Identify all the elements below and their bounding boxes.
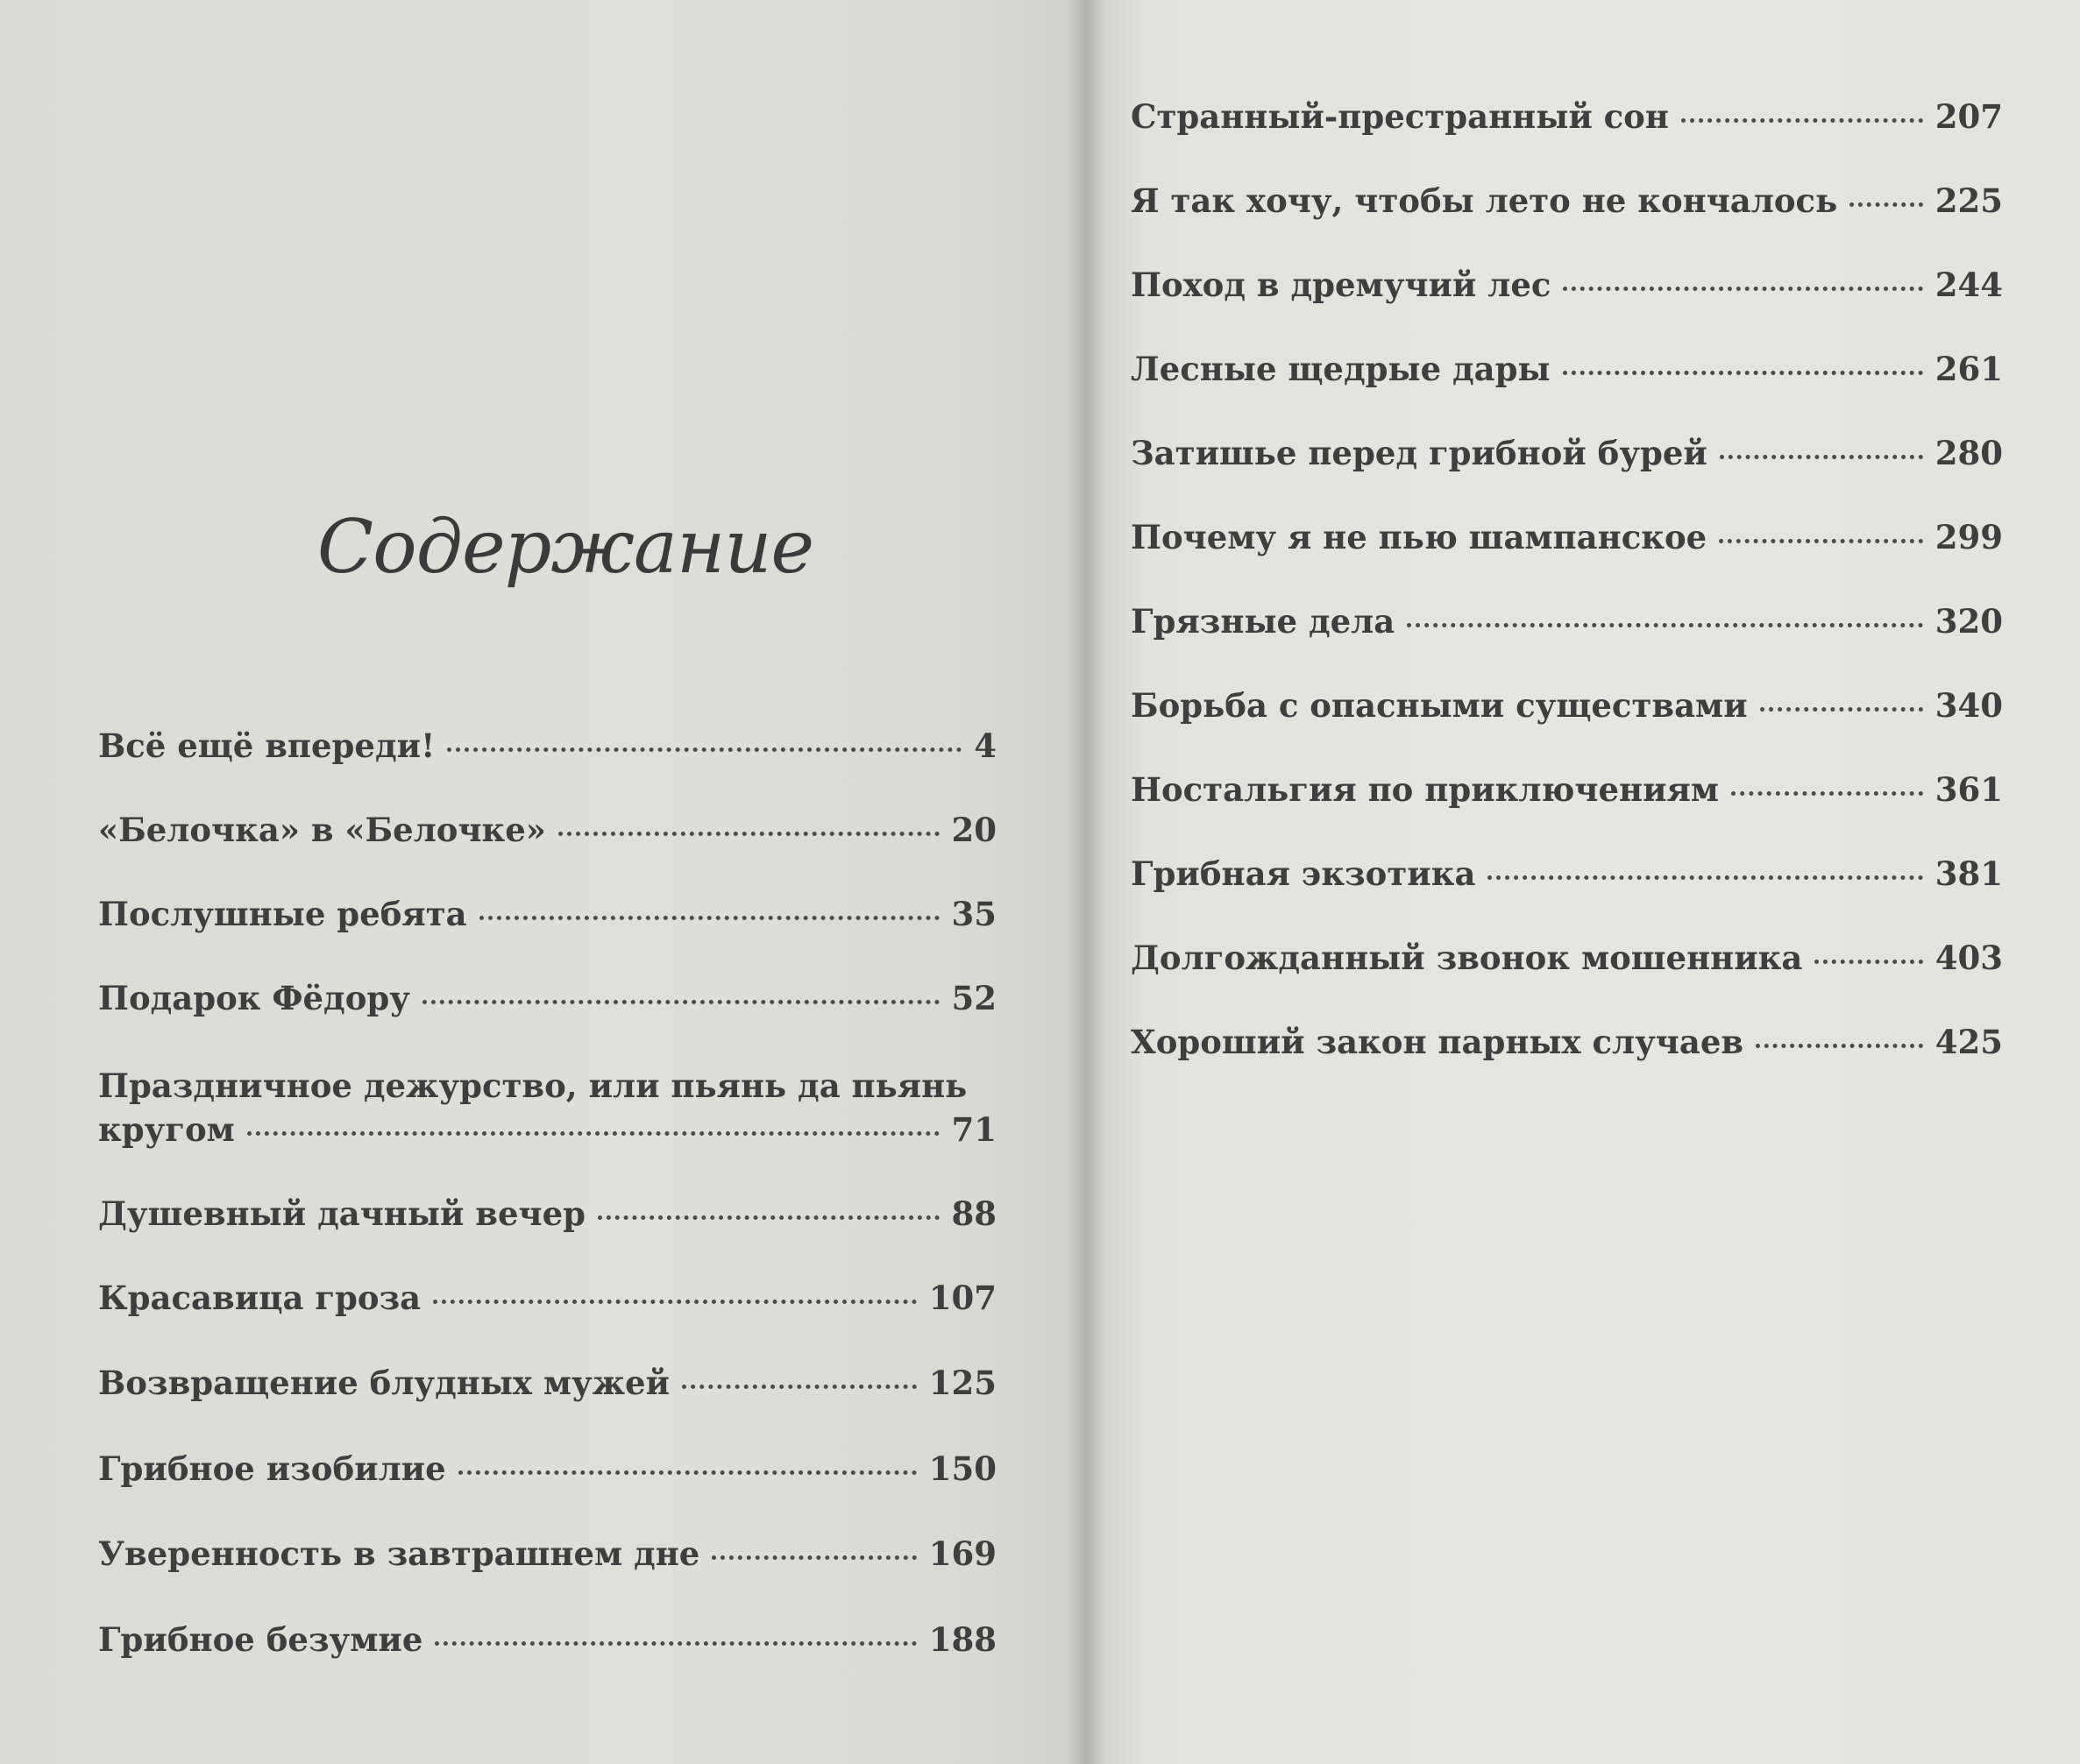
toc-entry xyxy=(98,1276,997,1320)
toc-entry-title-line1: Праздничное дежурство, или пьянь да пьянь xyxy=(98,1066,968,1105)
toc-entry-page: 425 xyxy=(1934,1023,2003,1061)
dot-leader xyxy=(1756,1044,1923,1048)
toc-entry-page: 4 xyxy=(974,726,997,765)
dot-leader xyxy=(479,916,940,920)
toc-entry-title: Странный-престранный сон xyxy=(1131,97,1669,136)
toc-entry xyxy=(1131,347,2003,391)
toc-entry xyxy=(98,808,997,852)
dot-leader xyxy=(458,1470,917,1475)
toc-entry-title: Борьба с опасными существами xyxy=(1131,686,1748,725)
toc-entry-page: 169 xyxy=(928,1534,997,1573)
toc-entry-title: Я так хочу, чтобы лето не кончалось xyxy=(1131,181,1838,220)
toc-entry-page: 125 xyxy=(928,1364,997,1402)
toc-entry-page: 150 xyxy=(928,1449,997,1488)
toc-entry-page: 207 xyxy=(1934,97,2003,136)
toc-entry-page: 52 xyxy=(951,979,997,1017)
toc-entry-title: Послушные ребята xyxy=(98,895,467,933)
dot-leader xyxy=(1563,371,1923,375)
toc-entry-title: Поход в дремучий лес xyxy=(1131,266,1551,304)
toc-entry xyxy=(1131,684,2003,727)
dot-leader xyxy=(1760,707,1923,712)
toc-entry xyxy=(1131,936,2003,980)
toc-entry xyxy=(98,1192,997,1236)
toc-entry-title: Долгожданный звонок мошенника xyxy=(1131,939,1803,977)
dot-leader xyxy=(435,1641,916,1646)
toc-entry-title: Ностальгия по приключениям xyxy=(1131,770,1720,809)
toc-entry-title: Возвращение блудных мужей xyxy=(98,1364,671,1402)
toc-entry-page: 244 xyxy=(1934,266,2003,304)
dot-leader xyxy=(1849,202,1923,207)
dot-leader xyxy=(422,1000,940,1004)
toc-entry-title: Затишье перед грибной бурей xyxy=(1131,434,1707,472)
toc-entry-title: Почему я не пью шампанское xyxy=(1131,518,1707,556)
toc-entry xyxy=(98,1447,997,1491)
toc-entry-title: Лесные щедрые дары xyxy=(1131,350,1551,388)
toc-entry xyxy=(98,1361,997,1405)
dot-leader xyxy=(598,1215,939,1220)
dot-leader xyxy=(447,747,962,752)
toc-entry xyxy=(98,1064,997,1151)
dot-leader xyxy=(1487,875,1922,880)
dot-leader xyxy=(558,832,940,836)
toc-entry-title: Хороший закон парных случаев xyxy=(1131,1023,1744,1061)
toc-entry-title: Грибное безумие xyxy=(98,1620,423,1659)
toc-entry xyxy=(1131,599,2003,643)
toc-entry-page: 320 xyxy=(1934,602,2003,641)
toc-entry xyxy=(1131,515,2003,559)
toc-entry-page: 381 xyxy=(1934,854,2003,893)
dot-leader xyxy=(1563,287,1922,291)
toc-entry xyxy=(98,1532,997,1576)
toc-entry-page: 107 xyxy=(928,1279,997,1317)
dot-leader xyxy=(682,1385,917,1389)
dot-leader xyxy=(1719,539,1923,543)
toc-entry-page: 71 xyxy=(951,1110,997,1149)
toc-entry-page: 403 xyxy=(1934,939,2003,977)
toc-entry-title: Грибная экзотика xyxy=(1131,854,1476,893)
toc-entry-page: 261 xyxy=(1934,350,2003,388)
dot-leader xyxy=(433,1300,917,1304)
toc-entry-title: Уверенность в завтрашнем дне xyxy=(98,1534,700,1573)
toc-entry xyxy=(1131,852,2003,896)
toc-entry xyxy=(1131,263,2003,307)
toc-entry xyxy=(98,976,997,1020)
toc-entry-page: 225 xyxy=(1934,181,2003,220)
toc-entry-title: Грибное изобилие xyxy=(98,1449,446,1488)
toc-entry-page: 20 xyxy=(951,811,997,849)
toc-entry-page: 340 xyxy=(1934,686,2003,725)
toc-entry-page: 280 xyxy=(1934,434,2003,472)
toc-entry xyxy=(98,892,997,936)
toc-entry-title: Душевный дачный вечер xyxy=(98,1194,586,1233)
dot-leader xyxy=(1731,791,1923,796)
toc-entry-title: «Белочка» в «Белочке» xyxy=(98,811,546,849)
dot-leader xyxy=(1681,118,1923,123)
toc-entry-title: Красавица гроза xyxy=(98,1279,422,1317)
toc-entry xyxy=(98,1618,997,1661)
toc-entry xyxy=(1131,431,2003,475)
contents-heading: Содержание xyxy=(316,504,814,590)
toc-entry-page: 188 xyxy=(928,1620,997,1659)
dot-leader xyxy=(1407,623,1923,627)
toc-entry xyxy=(1131,95,2003,138)
toc-entry-title: кругом xyxy=(98,1110,235,1149)
toc-entry-title: Грязные дела xyxy=(1131,602,1395,641)
toc-entry xyxy=(1131,1020,2003,1064)
toc-entry-page: 88 xyxy=(951,1194,997,1233)
dot-leader xyxy=(1720,455,1923,459)
toc-entry-page: 35 xyxy=(951,895,997,933)
toc-entry-title: Подарок Фёдору xyxy=(98,979,410,1017)
toc-entry xyxy=(1131,179,2003,223)
dot-leader xyxy=(712,1555,916,1560)
dot-leader xyxy=(1814,960,1922,964)
toc-entry xyxy=(1131,768,2003,811)
toc-entry-page: 361 xyxy=(1934,770,2003,809)
toc-entry xyxy=(98,724,997,768)
toc-entry-page: 299 xyxy=(1934,518,2003,556)
toc-entry-title: Всё ещё впереди! xyxy=(98,726,436,765)
dot-leader xyxy=(247,1131,940,1136)
